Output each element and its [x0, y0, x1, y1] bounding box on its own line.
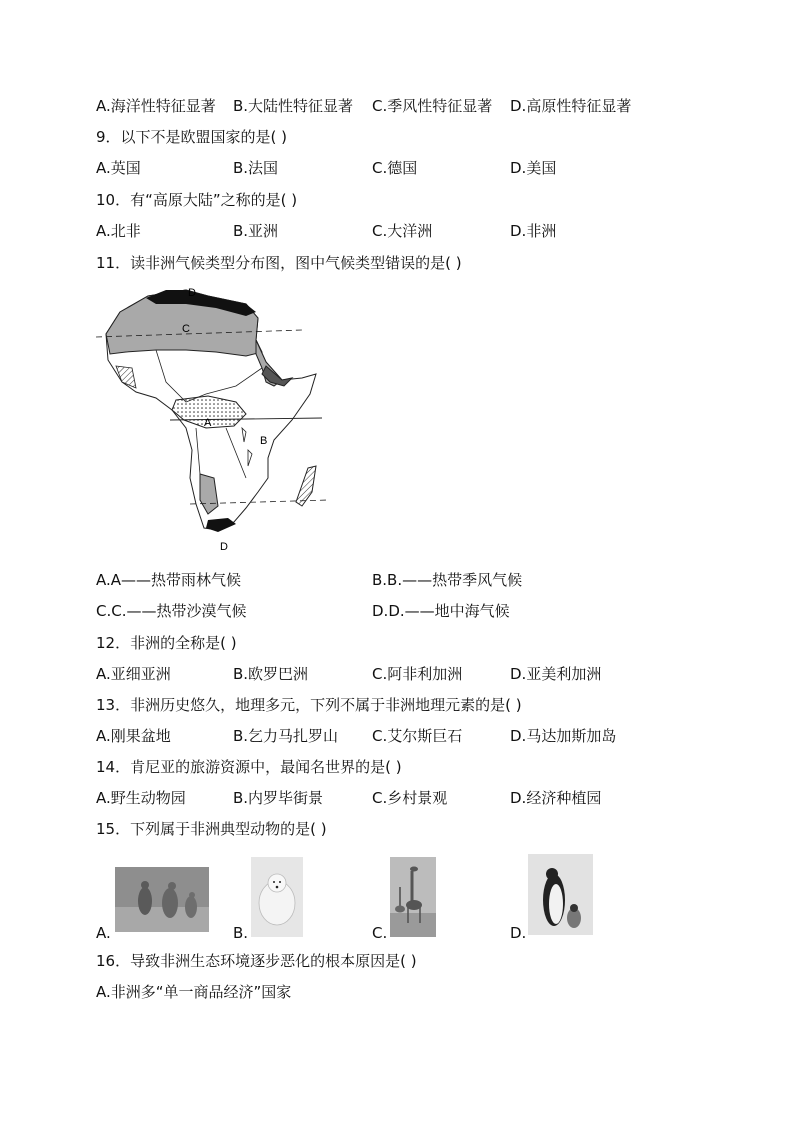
- penguin-photo[interactable]: [528, 854, 593, 935]
- q10-option-a[interactable]: A.北非: [96, 222, 141, 240]
- q11-option-d[interactable]: D.D.——地中海气候: [372, 602, 510, 620]
- map-label-c: C: [182, 323, 190, 335]
- q13-option-c[interactable]: C.艾尔斯巨石: [372, 727, 463, 745]
- map-label-d-bottom: D: [220, 541, 228, 553]
- q12-option-b[interactable]: B.欧罗巴洲: [233, 665, 309, 683]
- map-label-b: B: [260, 435, 268, 447]
- q11-stem: 11．读非洲气候类型分布图，图中气候类型错误的是( ): [96, 254, 462, 272]
- q10-option-d[interactable]: D.非洲: [510, 222, 557, 240]
- q15-option-a[interactable]: A.: [96, 924, 111, 942]
- polar-bear-photo[interactable]: [251, 857, 303, 937]
- q14-option-d[interactable]: D.经济种植园: [510, 789, 602, 807]
- madagascar: [296, 466, 316, 506]
- q10-option-b[interactable]: B.亚洲: [233, 222, 279, 240]
- q8-option-b[interactable]: B.大陆性特征显著: [233, 97, 354, 115]
- q13-option-a[interactable]: A.刚果盆地: [96, 727, 171, 745]
- q14-option-a[interactable]: A.野生动物园: [96, 789, 186, 807]
- africa-climate-map: [96, 282, 336, 554]
- q8-option-a[interactable]: A.海洋性特征显著: [96, 97, 216, 115]
- q12-stem: 12．非洲的全称是( ): [96, 634, 237, 652]
- q14-option-c[interactable]: C.乡村景观: [372, 789, 448, 807]
- q9-stem: 9．以下不是欧盟国家的是( ): [96, 128, 288, 146]
- q12-option-d[interactable]: D.亚美利加洲: [510, 665, 602, 683]
- q9-option-b[interactable]: B.法国: [233, 159, 279, 177]
- q13-option-d[interactable]: D.马达加斯加岛: [510, 727, 617, 745]
- q15-option-d[interactable]: D.: [510, 924, 527, 942]
- q15-option-c[interactable]: C.: [372, 924, 388, 942]
- q14-stem: 14．肯尼亚的旅游资源中，最闻名世界的是( ): [96, 758, 402, 776]
- q13-option-b[interactable]: B.乞力马扎罗山: [233, 727, 339, 745]
- q12-option-c[interactable]: C.阿非利加洲: [372, 665, 463, 683]
- kangaroo-photo[interactable]: [115, 867, 209, 932]
- q11-option-c[interactable]: C.C.——热带沙漠气候: [96, 602, 247, 620]
- q8-option-c[interactable]: C.季风性特征显著: [372, 97, 493, 115]
- giraffe-photo[interactable]: [390, 857, 436, 937]
- q9-option-a[interactable]: A.英国: [96, 159, 141, 177]
- map-label-d-top: D: [188, 287, 196, 299]
- q8-option-d[interactable]: D.高原性特征显著: [510, 97, 632, 115]
- q11-option-a[interactable]: A.A——热带雨林气候: [96, 571, 242, 589]
- q14-option-b[interactable]: B.内罗毕街景: [233, 789, 324, 807]
- q15-option-b[interactable]: B.: [233, 924, 249, 942]
- q15-stem: 15．下列属于非洲典型动物的是( ): [96, 820, 327, 838]
- q16-stem: 16．导致非洲生态环境逐步恶化的根本原因是( ): [96, 952, 417, 970]
- q16-option-a[interactable]: A.非洲多“单一商品经济”国家: [96, 983, 292, 1001]
- q12-option-a[interactable]: A.亚细亚洲: [96, 665, 171, 683]
- q9-option-c[interactable]: C.德国: [372, 159, 418, 177]
- q10-stem: 10．有“高原大陆”之称的是( ): [96, 191, 298, 209]
- q9-option-d[interactable]: D.美国: [510, 159, 557, 177]
- q10-option-c[interactable]: C.大洋洲: [372, 222, 433, 240]
- q13-stem: 13．非洲历史悠久，地理多元，下列不属于非洲地理元素的是( ): [96, 696, 522, 714]
- q11-option-b[interactable]: B.B.——热带季风气候: [372, 571, 523, 589]
- map-label-a: A: [204, 417, 212, 429]
